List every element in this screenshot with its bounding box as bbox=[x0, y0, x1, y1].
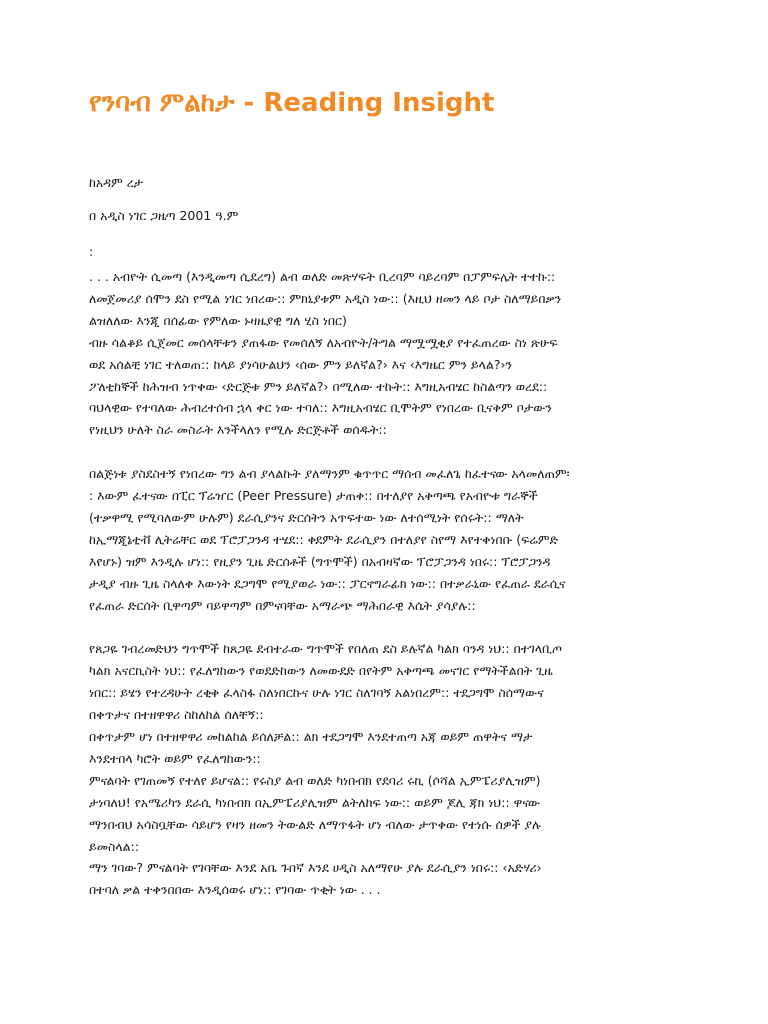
text-line: በተባለ ቃል ተቀንበበው እንዲሰወሩ ሆነ:: የገባው ጥቂት ነው . . . bbox=[89, 882, 381, 898]
text-line: የፈጠራ ድርሰት ቢዋጣም ባይዋጣም በምናባቸው አማራጭ ማሕበራዊ እሴት ያሳያሉ:: bbox=[89, 597, 476, 613]
text-line: የጸጋዬ ገብረመድህን ግጥሞች ከጸጋዬ ደብተራው ግጥሞች የበለጠ ደስ ይሉኛል ካልክ ባንዳ ነህ:: በተገላቢጦ bbox=[89, 641, 563, 657]
text-line: : እውም ፈተናው በፒር ፕሬዠር (Peer Pressure) ታጠቀ:: በተለያየ አቅጣጫ የአብዮቱ ግራኞች bbox=[89, 488, 538, 504]
text-line: ወደ አሰልቺ ነገር ተለወጠ:: ከላይ ያነሳሁልህን ‹ሰው ምን ይለኛል?› እና ‹እግዜር ምን ይላል?›ን bbox=[89, 356, 513, 372]
text-line: ፖለቲከኞች ከሕዝብ ነጥቀው ‹ድርጅቱ ምን ይለኛል?› በሚለው ተኩት:: እግዚአብሄር ከስልጣን ወረደ:: bbox=[89, 378, 548, 394]
text-line: . . . አብዮት ሲመጣ (እንዲመጣ ሲደረግ) ልብ ወለድ መጽሃፍት ቢረባም ባይረባም በፓምፍሌት ተተኩ:: bbox=[89, 269, 556, 284]
paragraph bbox=[89, 266, 719, 441]
document-title: የንባብ ምልከታ - Reading Insight bbox=[89, 88, 495, 118]
text-line: ምናልባት የገጠመኝ የተለየ ይሆናል:: የሩስያ ልብ ወለድ ካነበብክ የደባሪ ሩኪ (ሶሻል ኢምፔሪያሊዝም) bbox=[89, 772, 541, 788]
text-line: ለመጀመሪያ ሰሞን ደስ የሚል ነገር ነበረው:: ምክኒያቱም አዲስ ነው:: (እዚህ ዘመን ላይ ቦታ ስለማይበቃን bbox=[89, 290, 562, 306]
text-line: በቀጥታና በተዘዋዋሪ ስከለከል ሰለቸኝ:: bbox=[89, 707, 264, 723]
text-line: እየሆኑ) ዝም እንዲሉ ሆነ:: የዚያን ጊዜ ድርሰቶች (ግጥሞች) በአብዛኛው ፕሮፓጋንዳ ነበሩ:: ፕሮፓጋንዳ bbox=[89, 553, 551, 569]
text-line: ታዲያ ብዙ ጊዜ ስላለቀ እውነት ደጋግሞ የሚያወራ ነው:: ፓርኖግራፊክ ነው:: በተቃራኒው የፈጠራ ደራሲና bbox=[89, 575, 566, 591]
article-body bbox=[89, 266, 719, 901]
text-line: በቀጥታም ሆነ በተዘዋዋሪ መከልከል ይሰለቻል:: ልክ ተደጋግሞ እንደተጠጣ አጃ ወይም ጠዋትና ማታ bbox=[89, 729, 533, 744]
text-line: (ተቃዋሚ የሚባለውም ሁሉም) ደራሲያንና ድርሰትን አጥፍተው ነው ለተሰሚነት የሰሩት:: ማለት bbox=[89, 509, 524, 525]
paragraph-gap bbox=[89, 616, 719, 638]
text-line: ታነባለህ! የአሜሪካን ደራሲ ካነበብክ በኢምፔሪያሊዝም ልትለከፍ ነው:: ወይም ጆሊ ጃክ ነህ:: ዋናው bbox=[89, 794, 540, 810]
paragraph bbox=[89, 463, 719, 616]
colon-line: : bbox=[89, 244, 94, 259]
text-line: ካልክ አናርኪስት ነህ:: የፈለግከውን የወደድከውን ለመውደድ በየትም አቅጣጫ መናገር የማትችልበት ጊዜ bbox=[89, 663, 553, 679]
paragraph bbox=[89, 638, 719, 901]
author-line: ከአዳም ረታ bbox=[89, 175, 144, 190]
text-line: የነዚህን ሁለት ስራ መስራት እንችላለን የሚሉ ድርጅቶች ወሰዱት:: bbox=[89, 422, 387, 438]
text-line: እንደተበላ ካሮት ወይም የፈለግከውን:: bbox=[89, 750, 261, 766]
text-line: ልዝለለው እንጂ በሰፊው የምለው ኑዛዜያዊ ግለ ሂስ ነበር) bbox=[89, 312, 347, 328]
text-line: ባህላዊው የተባለው ሕብረተሰብ ኋላ ቀር ነው ተባለ:: እግዚአብሄር ቢሞትም የነበረው ቢናቅም ቦታውን bbox=[89, 400, 552, 416]
paragraph-gap bbox=[89, 441, 719, 463]
source-line: በ አዲስ ነገር ጋዜጣ 2001 ዓ.ም bbox=[89, 208, 239, 223]
text-line: ነበር:: ይሄን የተረዳሁት ረቂቅ ፈላስፋ ስለነበርኩና ሁሉ ነገር ስለገባኝ አልነበረም:: ተደጋግሞ ስሰማውና bbox=[89, 685, 544, 701]
text-line: ማንበብህ አሳስቧቸው ሳይሆን የዛን ዘመን ትውልድ ለማጥፋት ሆነ ብለው ታጥቀው የተነሱ ሰዎች ያሉ bbox=[89, 816, 541, 832]
text-line: ከኢማጂኔቲቭ ሊትሬቸር ወደ ፕሮፓጋንዳ ተሄደ:: ቀደምት ደራሲያን በተለያየ ስየማ እየተቀነበቡ (ፍሬምድ bbox=[89, 531, 559, 547]
text-line: ብዙ ሳልቆይ ሲጀመር መሰላቸቱን ያጠፋው የመሰለኝ ለአብዮት/ትግል ማሟሟቂያ የተፈጠረው ስነ ጽሁፍ bbox=[89, 334, 558, 350]
text-line: ይመስላል:: bbox=[89, 838, 139, 854]
text-line: በልጅነቱ ያስደስተኝ የነበረው ግን ልብ ያላልኩት ያለማንም ቁጥጥር ማሰብ መፈለጌ ከፈተናው አላመለጠም፡ bbox=[89, 466, 570, 482]
text-line: ማን ገባው? ምናልባት የገባቸው እንደ አቤ ጉበኛ እንደ ሀዲስ አለማየሁ ያሉ ደራሲያን ነበሩ:: ‹አድሃሪ› bbox=[89, 860, 542, 876]
